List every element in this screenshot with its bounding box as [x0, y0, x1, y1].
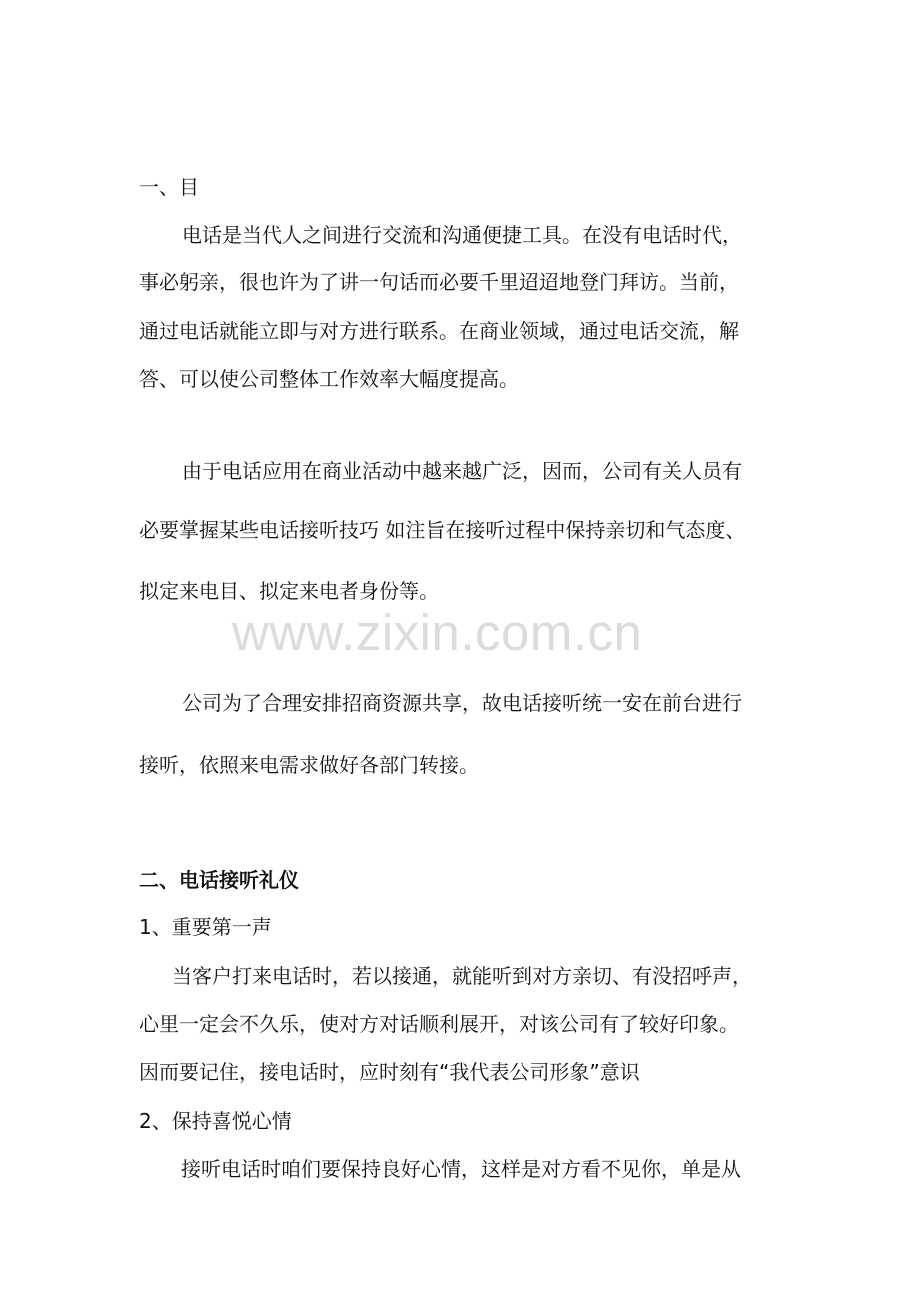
section-heading-etiquette: 二、电话接听礼仪 — [139, 868, 299, 892]
watermark: www.zixin.com.cn — [232, 604, 643, 661]
paragraph-line: 由于电话应用在商业活动中越来越广泛，因而，公司有关人员有 — [182, 459, 742, 483]
paragraph-line: 答、可以使公司整体工作效率大幅度提高。 — [139, 367, 519, 391]
section-heading-purpose: 一、目 — [139, 175, 199, 199]
paragraph-line: 必要掌握某些电话接听技巧 如注旨在接听过程中保持亲切和气态度、 — [139, 518, 746, 542]
paragraph-line: 电话是当代人之间进行交流和沟通便捷工具。在没有电话时代， — [182, 223, 742, 247]
subsection-title: 1、重要第一声 — [139, 915, 272, 939]
paragraph-line: 接听电话时咱们要保持良好心情，这样是对方看不见你，单是从 — [181, 1157, 741, 1181]
paragraph-line: 事必躬亲，很也许为了讲一句话而必要千里迢迢地登门拜访。当前， — [139, 270, 739, 294]
paragraph-line: 因而要记住，接电话时，应时刻有“我代表公司形象”意识 — [139, 1060, 640, 1084]
paragraph-line: 通过电话就能立即与对方进行联系。在商业领域，通过电话交流，解 — [139, 319, 739, 343]
paragraph-line: 公司为了合理安排招商资源共享，故电话接听统一安在前台进行 — [182, 691, 742, 715]
paragraph-line: 心里一定会不久乐，使对方对话顺利展开，对该公司有了较好印象。 — [139, 1012, 739, 1036]
paragraph-line: 拟定来电目、拟定来电者身份等。 — [139, 579, 439, 603]
paragraph-line: 当客户打来电话时，若以接通，就能听到对方亲切、有没招呼声， — [172, 964, 752, 988]
subsection-title: 2、保持喜悦心情 — [139, 1109, 292, 1133]
paragraph-line: 接听，依照来电需求做好各部门转接。 — [139, 753, 479, 777]
